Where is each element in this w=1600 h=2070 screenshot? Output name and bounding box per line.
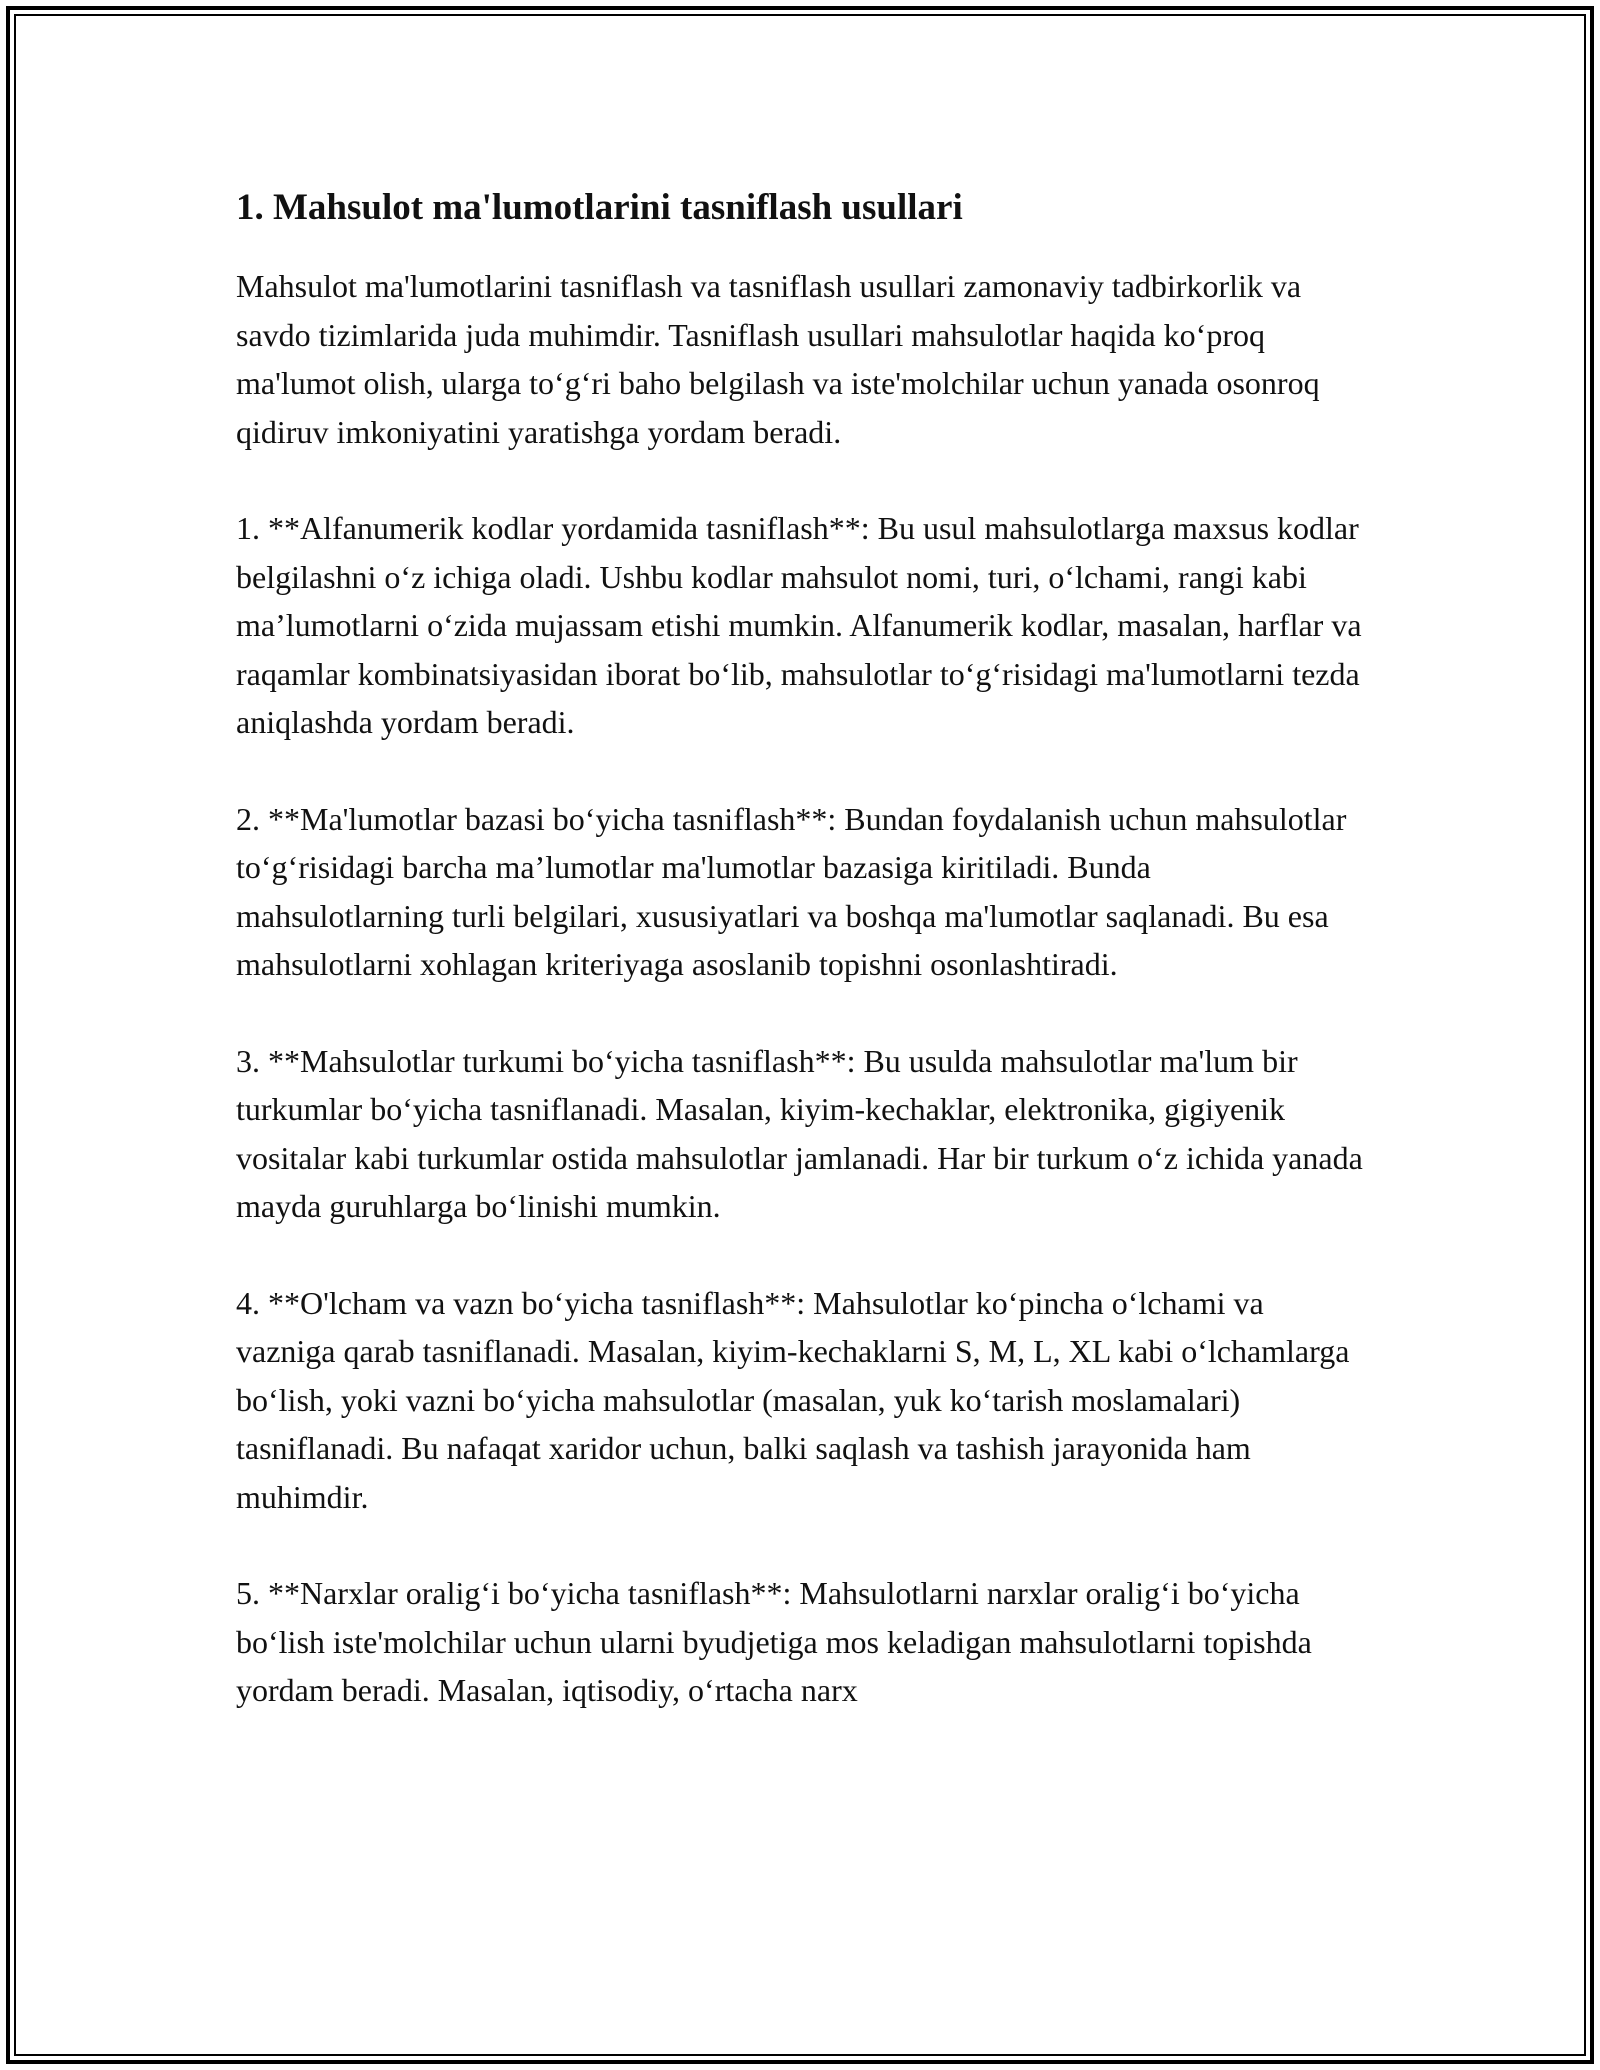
document-page bbox=[236, 184, 1366, 1715]
document-title: 1. Mahsulot ma'lumotlarini tasniflash usullari bbox=[236, 187, 963, 228]
paragraph-alphanumeric-codes: 1. **Alfanumerik kodlar yordamida tasniflash**: Bu usul mahsulotlarga maxsus kodlar belgilashni o‘z ichiga oladi. Ushbu kodlar mahsulot nomi, turi, o‘lchami, rangi kabi ma’lumotlarni o‘zida mujassam etishi mumkin. Alfanumerik kodlar, masalan, harflar va raqamlar kombinatsiyasidan iborat bo‘lib, mahsulotlar to‘g‘risidagi ma'lumotlarni tezda aniqlashda yordam beradi. bbox=[236, 510, 1362, 741]
paragraph-product-category: 3. **Mahsulotlar turkumi bo‘yicha tasniflash**: Bu usulda mahsulotlar ma'lum bir turkumlar bo‘yicha tasniflanadi. Masalan, kiyim-kechaklar, elektronika, gigiyenik vositalar kabi turkumlar ostida mahsulotlar jamlanadi. Har bir turkum o‘z ichida yanada mayda guruhlarga bo‘linishi mumkin. bbox=[236, 1042, 1363, 1225]
paragraph-size-weight: 4. **O'lcham va vazn bo‘yicha tasniflash**: Mahsulotlar ko‘pincha o‘lchami va vazniga qarab tasniflanadi. Masalan, kiyim-kechaklarni S, M, L, XL kabi o‘lchamlarga bo‘lish, yoki vazni bo‘yicha mahsulotlar (masalan, yuk ko‘tarish moslamalari) tasniflanadi. Bu nafaqat xaridor uchun, balki saqlash va tashish jarayonida ham muhimdir. bbox=[236, 1284, 1350, 1515]
paragraph-price-range: 5. **Narxlar oralig‘i bo‘yicha tasniflash**: Mahsulotlarni narxlar oralig‘i bo‘yicha bo‘lish iste'molchilar uchun ularni byudjetiga mos keladigan mahsulotlarni topishda yordam beradi. Masalan, iqtisodiy, o‘rtacha narx bbox=[236, 1575, 1312, 1709]
intro-paragraph: Mahsulot ma'lumotlarini tasniflash va tasniflash usullari zamonaviy tadbirkorlik va savdo tizimlarida juda muhimdir. Tasniflash usullari mahsulotlar haqida ko‘proq ma'lumot olish, ularga to‘g‘ri baho belgilash va iste'molchilar uchun yanada osonroq qidiruv imkoniyatini yaratishga yordam beradi. bbox=[236, 268, 1320, 450]
paragraph-database: 2. **Ma'lumotlar bazasi bo‘yicha tasniflash**: Bundan foydalanish uchun mahsulotlar to‘g‘risidagi barcha ma’lumotlar ma'lumotlar bazasiga kiritiladi. Bunda mahsulotlarning turli belgilari, xususiyatlari va boshqa ma'lumotlar saqlanadi. Bu esa mahsulotlarni xohlagan kriteriyaga asoslanib topishni osonlashtiradi. bbox=[236, 800, 1347, 983]
